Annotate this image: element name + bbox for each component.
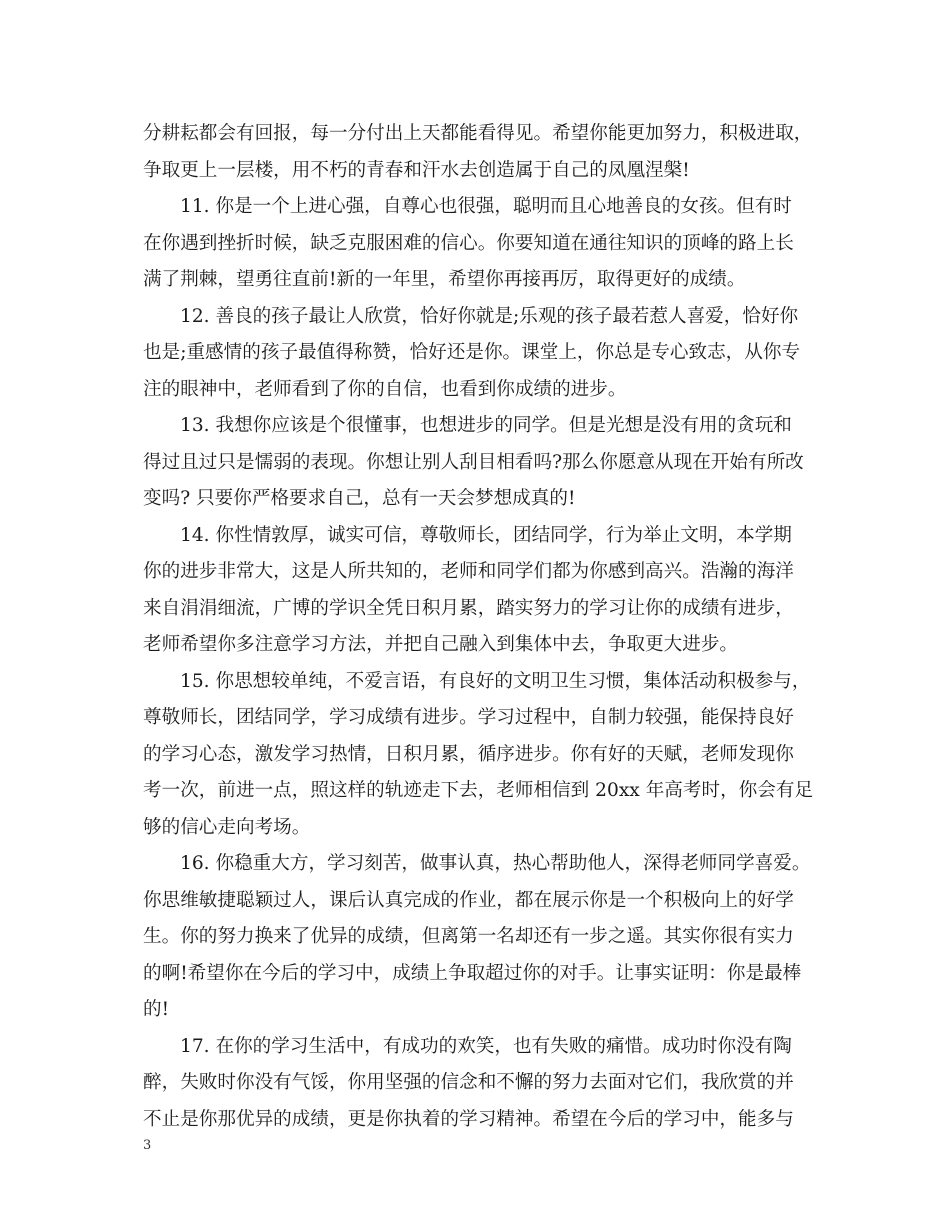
text-line: 的学习心态，激发学习热情，日积月累，循序进步。你有好的天赋，老师发现你	[143, 743, 794, 765]
text-line: 分耕耘都会有回报，每一分付出上天都能看得见。希望你能更加努力，积极进取，	[143, 123, 813, 144]
text-line: 在你遇到挫折时候，缺乏克服困难的信心。你要知道在通往知识的顶峰的路上长	[143, 232, 794, 254]
text-line: 你的进步非常大，这是人所共知的，老师和同学们都为你感到高兴。浩瀚的海洋	[143, 561, 794, 582]
text-line: 满了荆棘，望勇往直前!新的一年里，希望你再接再厉，取得更好的成绩。	[143, 269, 746, 290]
text-line: 生。你的努力换来了优异的成绩，但离第一名却还有一步之遥。其实你很有实力	[143, 926, 794, 947]
text-line: 得过且过只是懦弱的表现。你想让别人刮目相看吗?那么你愿意从现在开始有所改	[143, 451, 804, 473]
paragraph-17-start: 17. 在你的学习生活中，有成功的欢笑，也有失败的痛惜。成功时你没有陶	[180, 1035, 792, 1057]
text-line: 老师希望你多注意学习方法，并把自己融入到集体中去，争取更大进步。	[143, 634, 739, 655]
page-number: 3	[143, 1138, 152, 1153]
text-line: 醉，失败时你没有气馁，你用坚强的信念和不懈的努力去面对它们，我欣赏的并	[143, 1072, 794, 1093]
paragraph-13-start: 13. 我想你应该是个很懂事，也想进步的同学。但是光想是没有用的贪玩和	[180, 415, 792, 436]
text-line: 注的眼神中，老师看到了你的自信，也看到你成绩的进步。	[143, 378, 627, 400]
paragraph-15-start: 15. 你思想较单纯，不爱言语，有良好的文明卫生习惯，集体活动积极参与，	[180, 670, 811, 692]
paragraph-12-start: 12. 善良的孩子最让人欣赏，恰好你就是;乐观的孩子最若惹人喜爱，恰好你	[180, 305, 799, 327]
text-line: 争取更上一层楼，用不朽的青春和汗水去创造属于自己的凤凰涅槃!	[143, 159, 690, 181]
text-line: 够的信心走向考场。	[143, 816, 311, 838]
text-line: 的啊!希望你在今后的学习中，成绩上争取超过你的对手。让事实证明：你是最棒	[143, 962, 802, 984]
text-line: 不止是你那优异的成绩，更是你执着的学习精神。希望在今后的学习中，能多与	[143, 1108, 794, 1130]
text-line: 的!	[143, 999, 170, 1020]
text-line: 考一次，前进一点，照这样的轨迹走下去，老师相信到 20xx 年高考时，你会有足	[143, 780, 814, 801]
paragraph-11-start: 11. 你是一个上进心强，自尊心也很强，聪明而且心地善良的女孩。但有时	[180, 196, 792, 217]
text-line: 尊敬师长，团结同学，学习成绩有进步。学习过程中，自制力较强，能保持良好	[143, 707, 794, 728]
text-line: 来自涓涓细流，广博的学识全凭日积月累，踏实努力的学习让你的成绩有进步，	[143, 597, 794, 619]
paragraph-14-start: 14. 你性情敦厚，诚实可信，尊敬师长，团结同学，行为举止文明，本学期	[180, 524, 792, 546]
text-line: 变吗? 只要你严格要求自己，总有一天会梦想成真的!	[143, 488, 576, 509]
text-line: 你思维敏捷聪颖过人，课后认真完成的作业，都在展示你是一个积极向上的好学	[143, 889, 794, 911]
text-line: 也是;重感情的孩子最值得称赞，恰好还是你。课堂上，你总是专心致志，从你专	[143, 342, 801, 363]
document-body	[143, 116, 815, 1138]
paragraph-16-start: 16. 你稳重大方，学习刻苦，做事认真，热心帮助他人，深得老师同学喜爱。	[180, 853, 811, 874]
